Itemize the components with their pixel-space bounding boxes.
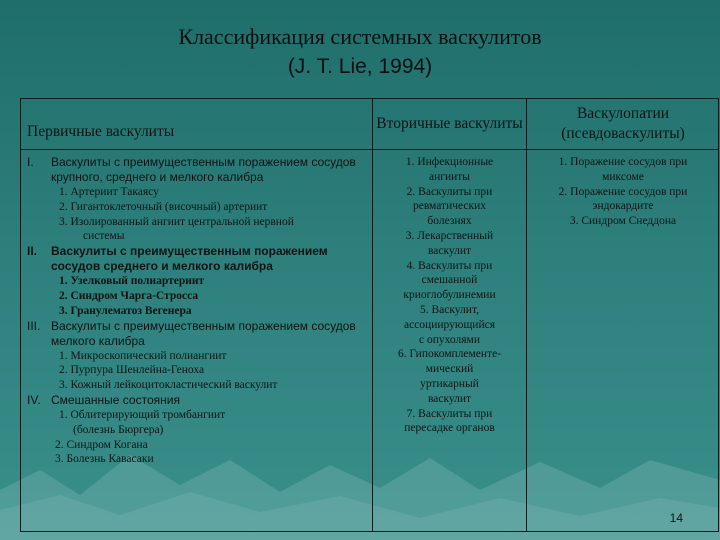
list-item: 2. Синдром Чарга-Стросса bbox=[59, 289, 199, 302]
list-item: 2. Синдром Когана bbox=[55, 438, 148, 451]
list-item: 1. Микроскопический полиангиит bbox=[59, 349, 227, 362]
section-number: IV. bbox=[27, 392, 41, 407]
section-items bbox=[51, 408, 371, 467]
vasculopathy-header: Васкулопатии (псевдоваскулиты) bbox=[561, 105, 685, 142]
list-item: криоглобулинемии bbox=[403, 289, 496, 302]
list-item: эндокардите bbox=[592, 200, 654, 213]
list-item: миксоме bbox=[602, 170, 644, 183]
list-item: 1. Облитерирующий тромбангиит bbox=[59, 408, 226, 421]
list-item: 2. Поражение сосудов при bbox=[558, 185, 688, 198]
list-item: мический bbox=[425, 363, 474, 376]
section-text: Васкулиты с преимущественным поражением сосудов мелкого калибра bbox=[51, 318, 356, 348]
list-item: (болезнь Бюргера) bbox=[73, 423, 164, 436]
list-item: 3. Гранулематоз Вегенера bbox=[59, 304, 192, 317]
list-item: с опухолями bbox=[418, 333, 480, 346]
list-item: ангииты bbox=[428, 170, 471, 183]
list-item: уртикарный bbox=[420, 377, 479, 390]
list-item: 1. Артериит Такаясу bbox=[59, 186, 159, 198]
list-item: болезнях bbox=[427, 215, 472, 228]
vasculopathy-body bbox=[527, 155, 719, 229]
list-item: пересадке органов bbox=[404, 422, 495, 435]
classification-table bbox=[20, 98, 719, 532]
vasculopathy-column bbox=[526, 99, 719, 531]
section-number: II. bbox=[27, 244, 38, 259]
page-number: 14 bbox=[669, 511, 683, 525]
list-item: 2. Гигантоклеточный (височный) артериит bbox=[59, 200, 268, 213]
list-item: 7. Васкулиты при bbox=[406, 407, 493, 420]
list-item: смешанной bbox=[421, 274, 478, 287]
section-number: I. bbox=[27, 155, 34, 169]
list-item: васкулит bbox=[427, 244, 472, 257]
list-item: 2. Пурпура Шенлейна-Геноха bbox=[59, 364, 205, 377]
list-item: 2. Васкулиты при bbox=[406, 185, 493, 198]
secondary-header: Вторичные васкулиты bbox=[376, 115, 523, 132]
list-item: 6. Гипокомплементе- bbox=[397, 348, 502, 361]
list-item: 1. Узелковый полиартериит bbox=[59, 275, 205, 288]
list-item: васкулит bbox=[427, 392, 472, 405]
list-item: 5. Васкулит, bbox=[420, 303, 479, 316]
section-number: III. bbox=[27, 318, 41, 333]
section-text: Васкулиты с преимущественным поражением сосудов среднего и мелкого калибра bbox=[51, 244, 328, 274]
list-item: 3. Синдром Снеддона bbox=[569, 215, 677, 228]
list-item: 3. Изолированный ангиит центральной нервной bbox=[59, 215, 294, 228]
section-items bbox=[51, 349, 371, 393]
slide-title bbox=[0, 22, 720, 82]
list-item: 1. Инфекционные bbox=[405, 156, 494, 168]
title-line-2: (J. T. Lie, 1994) bbox=[287, 55, 433, 78]
list-item: 1. Поражение сосудов при bbox=[558, 156, 688, 168]
primary-body bbox=[21, 155, 371, 467]
section-text: Смешанные состояния bbox=[51, 392, 180, 407]
section-2 bbox=[21, 244, 371, 318]
secondary-body bbox=[373, 155, 526, 436]
title-line-1: Классификация системных васкулитов bbox=[178, 24, 542, 49]
list-item: 3. Кожный лейкоцитокластический васкулит bbox=[59, 379, 278, 392]
secondary-column bbox=[372, 99, 526, 531]
primary-header: Первичные васкулиты bbox=[27, 123, 175, 140]
list-item: ассоциирующийся bbox=[403, 318, 496, 331]
section-items bbox=[51, 185, 371, 244]
list-item: системы bbox=[83, 230, 125, 243]
list-item: 3. Болезнь Кавасаки bbox=[55, 453, 154, 466]
section-1 bbox=[21, 155, 371, 244]
section-items bbox=[51, 274, 371, 318]
list-item: 4. Васкулиты при bbox=[406, 259, 493, 272]
section-3 bbox=[21, 319, 371, 393]
list-item: ревматических bbox=[412, 200, 487, 213]
list-item: 3. Лекарственный bbox=[405, 229, 494, 242]
section-text: Васкулиты с преимущественным поражением сосудов крупного, среднего и мелкого калибра bbox=[51, 155, 356, 184]
section-4 bbox=[21, 393, 371, 467]
primary-column bbox=[21, 99, 371, 531]
